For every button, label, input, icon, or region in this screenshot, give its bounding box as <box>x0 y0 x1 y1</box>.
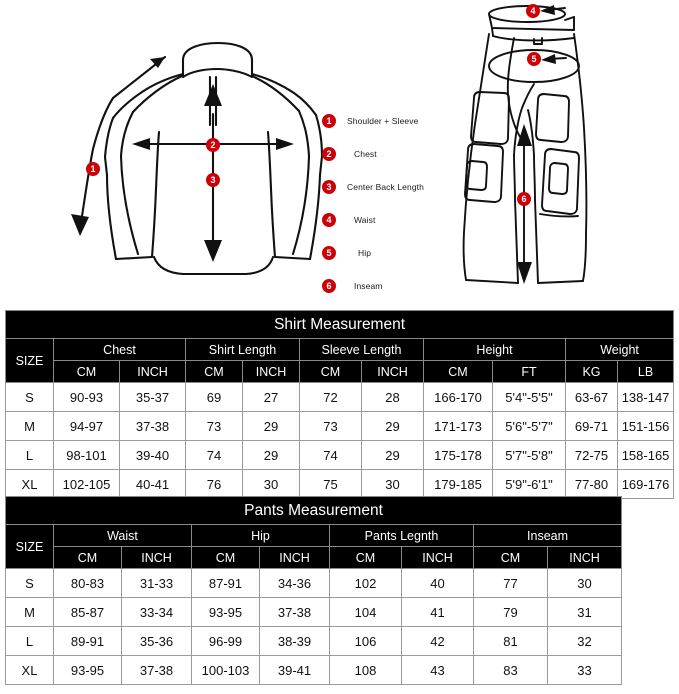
pants-cell: 80-83 <box>54 569 122 598</box>
pants-cell: 43 <box>402 656 474 685</box>
shirt-cell: 76 <box>186 470 243 499</box>
pants-group-hip: Hip <box>192 525 330 547</box>
pants-cell: 31-33 <box>122 569 192 598</box>
diagram-area <box>0 0 679 305</box>
shirt-cell: 35-37 <box>120 383 186 412</box>
shirt-cell: 5'9"-6'1" <box>493 470 566 499</box>
pants-table-title-row <box>6 497 622 525</box>
legend-label-3: Center Back Length <box>347 181 424 192</box>
pants-size-xl: XL <box>6 656 54 685</box>
pants-cell: 108 <box>330 656 402 685</box>
shirt-unit-chest-inch: INCH <box>120 361 186 383</box>
shirt-cell: 77-80 <box>566 470 618 499</box>
pants-cell: 102 <box>330 569 402 598</box>
shirt-cell: 69 <box>186 383 243 412</box>
pants-cell: 77 <box>474 569 548 598</box>
pants-group-pants-length: Pants Legnth <box>330 525 474 547</box>
shirt-size-xl: XL <box>6 470 54 499</box>
shirt-cell: 29 <box>362 412 424 441</box>
shirt-size-l: L <box>6 441 54 470</box>
pants-cell: 40 <box>402 569 474 598</box>
pants-group-waist: Waist <box>54 525 192 547</box>
pants-size-l: L <box>6 627 54 656</box>
legend-item-shoulder-sleeve <box>322 104 452 137</box>
pants-cell: 30 <box>548 569 622 598</box>
pants-cell: 41 <box>402 598 474 627</box>
shirt-measurement-table <box>5 310 674 499</box>
shirt-cell: 5'4"-5'5" <box>493 383 566 412</box>
shirt-cell: 171-173 <box>424 412 493 441</box>
shirt-cell: 74 <box>186 441 243 470</box>
shirt-group-chest: Chest <box>54 339 186 361</box>
pants-marker-4: 4 <box>526 4 540 18</box>
shirt-cell: 75 <box>300 470 362 499</box>
pants-cell: 81 <box>474 627 548 656</box>
shirt-unit-sleeve-length-cm: CM <box>300 361 362 383</box>
legend-label-5: Hip <box>358 247 372 258</box>
legend-badge-6: 6 <box>322 279 336 293</box>
shirt-cell: 5'7"-5'8" <box>493 441 566 470</box>
shirt-table-title: Shirt Measurement <box>6 311 674 339</box>
shirt-cell: 90-93 <box>54 383 120 412</box>
shirt-cell: 94-97 <box>54 412 120 441</box>
shirt-unit-height-cm: CM <box>424 361 493 383</box>
legend-item-chest <box>322 137 452 170</box>
shirt-cell: 74 <box>300 441 362 470</box>
shirt-cell: 158-165 <box>618 441 674 470</box>
shirt-group-weight: Weight <box>566 339 674 361</box>
legend-item-center-back-length <box>322 170 452 203</box>
table-row <box>6 656 622 685</box>
shirt-cell: 72 <box>300 383 362 412</box>
pants-cell: 33-34 <box>122 598 192 627</box>
pants-illustration <box>452 0 677 300</box>
shirt-cell: 73 <box>186 412 243 441</box>
legend-item-hip <box>322 236 452 269</box>
shirt-cell: 169-176 <box>618 470 674 499</box>
shirt-cell: 5'6"-5'7" <box>493 412 566 441</box>
pants-cell: 35-36 <box>122 627 192 656</box>
measurement-legend <box>322 104 452 302</box>
shirt-marker-3: 3 <box>206 173 220 187</box>
shirt-table-group-header-row <box>6 339 674 361</box>
table-row <box>6 383 674 412</box>
shirt-table-title-row <box>6 311 674 339</box>
table-row <box>6 598 622 627</box>
shirt-cell: 72-75 <box>566 441 618 470</box>
shirt-cell: 27 <box>243 383 300 412</box>
shirt-size-header: SIZE <box>6 339 54 383</box>
pants-unit-hip-cm: CM <box>192 547 260 569</box>
pants-table-unit-header-row <box>6 547 622 569</box>
pants-cell: 33 <box>548 656 622 685</box>
shirt-unit-height-ft: FT <box>493 361 566 383</box>
pants-table-group-header-row <box>6 525 622 547</box>
pants-cell: 93-95 <box>54 656 122 685</box>
legend-label-6: Inseam <box>354 280 383 291</box>
legend-badge-2: 2 <box>322 147 336 161</box>
pants-size-s: S <box>6 569 54 598</box>
legend-item-inseam <box>322 269 452 302</box>
pants-size-m: M <box>6 598 54 627</box>
pants-measurement-table <box>5 496 622 685</box>
shirt-cell: 98-101 <box>54 441 120 470</box>
shirt-cell: 39-40 <box>120 441 186 470</box>
pants-cell: 38-39 <box>260 627 330 656</box>
pants-unit-inseam-cm: CM <box>474 547 548 569</box>
pants-unit-hip-inch: INCH <box>260 547 330 569</box>
shirt-diagram <box>58 14 323 299</box>
pants-table-title: Pants Measurement <box>6 497 622 525</box>
shirt-cell: 28 <box>362 383 424 412</box>
shirt-cell: 166-170 <box>424 383 493 412</box>
pants-cell: 37-38 <box>122 656 192 685</box>
pants-unit-waist-cm: CM <box>54 547 122 569</box>
shirt-illustration <box>58 14 323 299</box>
pants-cell: 87-91 <box>192 569 260 598</box>
pants-cell: 32 <box>548 627 622 656</box>
pants-cell: 34-36 <box>260 569 330 598</box>
shirt-cell: 179-185 <box>424 470 493 499</box>
shirt-unit-shirt-length-inch: INCH <box>243 361 300 383</box>
shirt-cell: 29 <box>243 412 300 441</box>
shirt-cell: 37-38 <box>120 412 186 441</box>
shirt-size-m: M <box>6 412 54 441</box>
shirt-marker-1: 1 <box>86 162 100 176</box>
pants-unit-length-cm: CM <box>330 547 402 569</box>
pants-cell: 100-103 <box>192 656 260 685</box>
shirt-cell: 30 <box>362 470 424 499</box>
shirt-cell: 138-147 <box>618 383 674 412</box>
legend-badge-5: 5 <box>322 246 336 260</box>
pants-marker-5: 5 <box>527 52 541 66</box>
pants-cell: 42 <box>402 627 474 656</box>
legend-badge-4: 4 <box>322 213 336 227</box>
shirt-cell: 73 <box>300 412 362 441</box>
shirt-cell: 69-71 <box>566 412 618 441</box>
shirt-group-height: Height <box>424 339 566 361</box>
legend-badge-1: 1 <box>322 114 336 128</box>
pants-size-header: SIZE <box>6 525 54 569</box>
legend-item-waist <box>322 203 452 236</box>
legend-label-2: Chest <box>354 148 377 159</box>
table-row <box>6 412 674 441</box>
legend-badge-3: 3 <box>322 180 336 194</box>
pants-unit-waist-inch: INCH <box>122 547 192 569</box>
shirt-cell: 40-41 <box>120 470 186 499</box>
pants-diagram <box>452 0 677 300</box>
pants-cell: 37-38 <box>260 598 330 627</box>
pants-cell: 93-95 <box>192 598 260 627</box>
pants-cell: 31 <box>548 598 622 627</box>
shirt-size-s: S <box>6 383 54 412</box>
shirt-cell: 29 <box>362 441 424 470</box>
pants-cell: 104 <box>330 598 402 627</box>
shirt-unit-shirt-length-cm: CM <box>186 361 243 383</box>
pants-marker-6: 6 <box>517 192 531 206</box>
shirt-unit-sleeve-length-inch: INCH <box>362 361 424 383</box>
shirt-unit-chest-cm: CM <box>54 361 120 383</box>
table-row <box>6 470 674 499</box>
legend-label-4: Waist <box>354 214 376 225</box>
legend-label-1: Shoulder + Sleeve <box>347 115 419 126</box>
pants-cell: 39-41 <box>260 656 330 685</box>
shirt-cell: 63-67 <box>566 383 618 412</box>
shirt-marker-2: 2 <box>206 138 220 152</box>
pants-unit-length-inch: INCH <box>402 547 474 569</box>
table-row <box>6 627 622 656</box>
shirt-unit-weight-kg: KG <box>566 361 618 383</box>
shirt-group-shirt-length: Shirt Length <box>186 339 300 361</box>
shirt-cell: 30 <box>243 470 300 499</box>
shirt-unit-weight-lb: LB <box>618 361 674 383</box>
pants-cell: 89-91 <box>54 627 122 656</box>
table-row <box>6 441 674 470</box>
pants-cell: 106 <box>330 627 402 656</box>
shirt-group-sleeve-length: Sleeve Length <box>300 339 424 361</box>
pants-cell: 85-87 <box>54 598 122 627</box>
shirt-cell: 29 <box>243 441 300 470</box>
pants-cell: 83 <box>474 656 548 685</box>
pants-group-inseam: Inseam <box>474 525 622 547</box>
shirt-cell: 175-178 <box>424 441 493 470</box>
pants-unit-inseam-inch: INCH <box>548 547 622 569</box>
shirt-cell: 151-156 <box>618 412 674 441</box>
table-row <box>6 569 622 598</box>
shirt-table-unit-header-row <box>6 361 674 383</box>
shirt-cell: 102-105 <box>54 470 120 499</box>
pants-cell: 96-99 <box>192 627 260 656</box>
pants-cell: 79 <box>474 598 548 627</box>
